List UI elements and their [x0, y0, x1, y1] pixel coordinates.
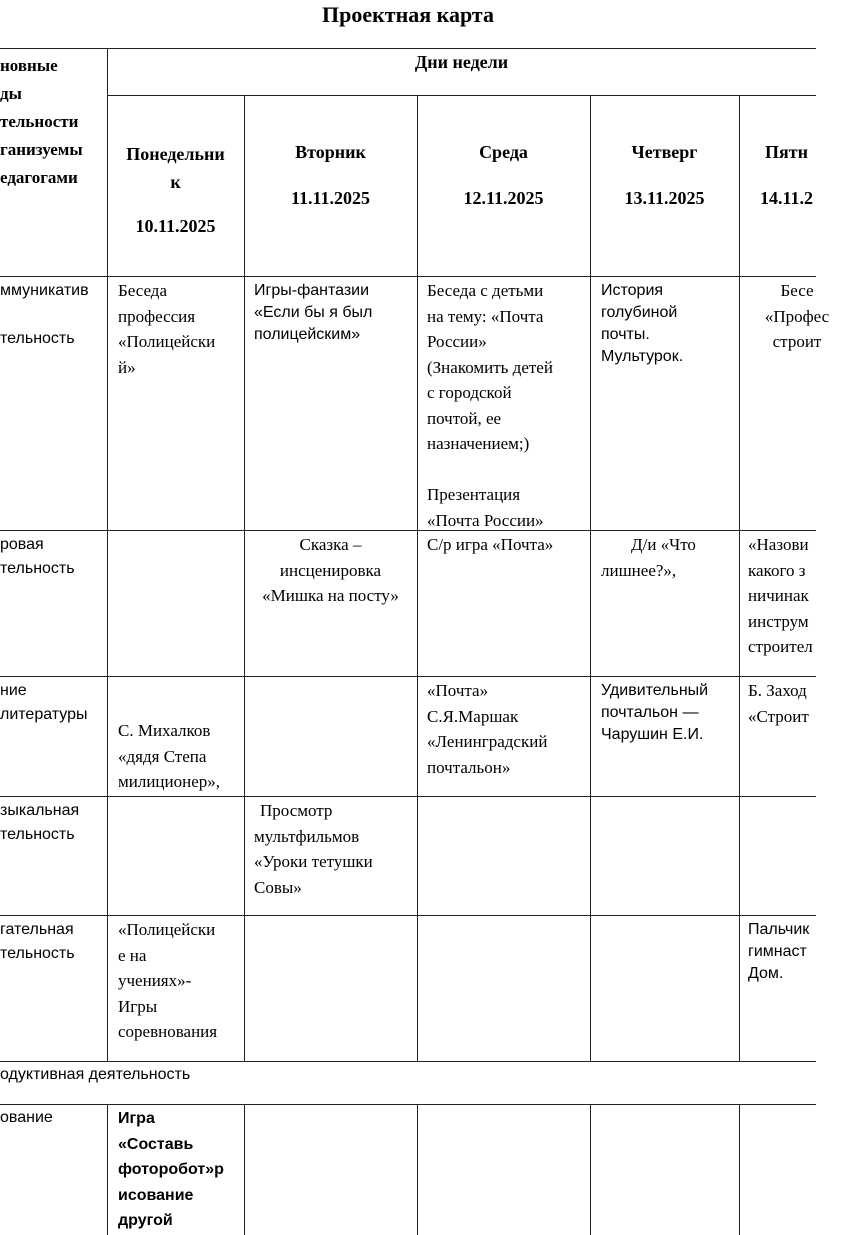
table-cell: С/р игра «Почта» [427, 535, 554, 554]
table-cell: «Назови какого з ничинак инструм строител [748, 535, 813, 656]
day-date-thursday: 13.11.2025 [624, 188, 705, 208]
table-cell: Игра «Составь фоторобот»р исование другой [118, 1110, 224, 1229]
table-cell: Бесе «Профес строит [764, 281, 830, 351]
table-cell: История голубиной почты. Мультурок. [601, 282, 684, 365]
table-cell: Просмотр мультфильмов «Уроки тетушки Совы» [254, 801, 373, 897]
table-cell: Д/и «Что лишнее?», [601, 535, 696, 580]
table-cell: Беседа с детьми на тему: «Почта России» (Знакомить детей с городской почтой, ее назначением;) Презентация «Почта России» [427, 281, 553, 530]
table-cell: С. Михалков «дядя Степа милиционер», [118, 721, 221, 791]
row-activity-literature: ние литературы [0, 682, 88, 723]
activities-column-header: новные ды тельности ганизуемы едагогами [0, 56, 83, 187]
day-name-wednesday: Среда [479, 142, 528, 162]
day-name-monday: Понедельни к [126, 144, 225, 192]
page-title: Проектная карта [321, 2, 495, 27]
day-name-friday: Пятн [765, 142, 808, 162]
table-cell: «Полицейски е на учениях»- Игры соревнования [118, 920, 218, 1041]
day-name-thursday: Четверг [631, 142, 698, 162]
day-date-monday: 10.11.2025 [135, 216, 216, 236]
days-of-week-header: Дни недели [414, 52, 509, 72]
table-cell: Игры-фантазии «Если бы я был полицейским» [254, 282, 373, 343]
day-date-tuesday: 11.11.2025 [290, 188, 370, 208]
table-cell: Сказка – инсценировка «Мишка на посту» [262, 535, 399, 605]
day-date-wednesday: 12.11.2025 [463, 188, 544, 208]
table-cell: Б. Заход «Строит [748, 681, 809, 726]
row-activity-communicative: ммуникатив тельность [0, 282, 89, 347]
row-activity-motor: гательная тельность [0, 921, 75, 962]
row-activity-game: ровая тельность [0, 536, 75, 577]
row-activity-music: зыкальная тельность [0, 802, 80, 843]
table-cell: Беседа профессия «Полицейски й» [118, 281, 216, 377]
day-name-tuesday: Вторник [295, 142, 366, 162]
table-cell: «Почта» С.Я.Маршак «Ленинградский почтальон» [427, 681, 548, 777]
day-date-friday: 14.11.2 [760, 188, 814, 208]
table-cell: Удивительный почтальон — Чарушин Е.И. [601, 682, 709, 743]
table-cell: Пальчик гимнаст Дом. [748, 921, 810, 982]
row-activity-drawing: ование [0, 1109, 53, 1126]
section-heading-productive: одуктивная деятельность [0, 1066, 191, 1083]
